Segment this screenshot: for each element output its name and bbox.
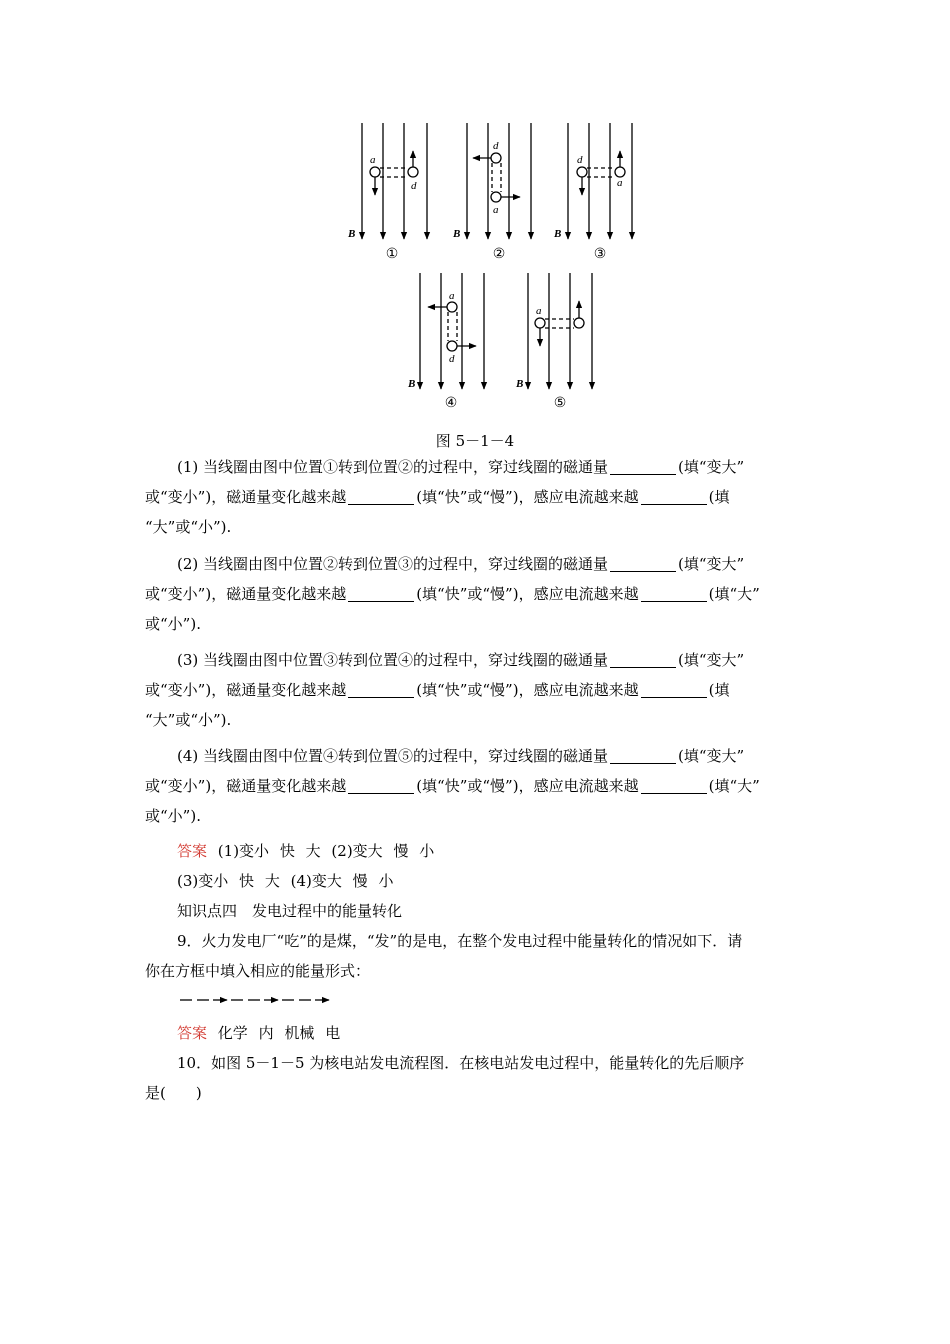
answer-blank[interactable] (641, 679, 707, 698)
answer-blank[interactable] (610, 745, 676, 764)
answer-blank[interactable] (348, 679, 414, 698)
field-label-1: B (348, 228, 356, 240)
energy-flow-blanks (180, 992, 330, 1011)
question-3: (3) 当线圈由图中位置③转到位置④的过程中，穿过线圈的磁通量 (填“变大” 或“变小”)，磁通量变化越来越 (填“快”或“慢”)，感应电流越来越 (填 “大”或“小”). (145, 651, 745, 729)
answer-blank[interactable] (641, 775, 707, 794)
label-a-2: a (493, 204, 499, 216)
label-d-3: d (577, 154, 583, 166)
field-label-5: B (516, 378, 524, 390)
answer-blank[interactable] (641, 486, 707, 505)
answer-blank[interactable] (610, 553, 676, 572)
label-d-2: d (493, 140, 499, 152)
answer-label: 答案 (177, 842, 208, 860)
label-a-3: a (617, 177, 623, 189)
panel-5 (528, 273, 592, 389)
answer-label: 答案 (177, 1024, 208, 1042)
question-2: (2) 当线圈由图中位置②转到位置③的过程中，穿过线圈的磁通量 (填“变大” 或“变小”)，磁通量变化越来越 (填“快”或“慢”)，感应电流越来越 (填“大” 或“小”). (145, 555, 760, 633)
question-9-line-2: 你在方框中填入相应的能量形式： (145, 962, 371, 980)
position-label-2: ② (492, 247, 506, 262)
panel-2 (467, 123, 531, 239)
section-heading: 知识点四 发电过程中的能量转化 (177, 902, 403, 920)
energy-flow-arrows (180, 993, 330, 1007)
panel-1 (362, 123, 427, 239)
answer-blank[interactable] (610, 456, 676, 475)
field-label-3: B (554, 228, 562, 240)
question-4: (4) 当线圈由图中位置④转到位置⑤的过程中，穿过线圈的磁通量 (填“变大” 或“变小”)，磁通量变化越来越 (填“快”或“慢”)，感应电流越来越 (填“大” 或“小”). (145, 747, 760, 825)
answer-blank[interactable] (610, 649, 676, 668)
answer-blank[interactable] (348, 775, 414, 794)
answer-blank[interactable] (348, 486, 414, 505)
answer-block-1: 答案 (1)变小 快 大 (2)变大 慢 小 (3)变小 快 大 (4)变大 慢 小 知识点四 发电过程中的能量转化 9．火力发电厂“吃”的是煤，“发”的是电，在整个发电过程中能量转化的情况如下．请 你在方框中填入相应的能量形式： (145, 836, 810, 986)
question-1: (1) 当线圈由图中位置①转到位置②的过程中，穿过线圈的磁通量 (填“变大” 或“变小”)，磁通量变化越来越 (填“快”或“慢”)，感应电流越来越 (填 “大”或“小”). (145, 458, 745, 536)
figure-5-1-4 (300, 115, 660, 415)
position-label-5: ⑤ (553, 396, 567, 411)
question-9-line-1: 9．火力发电厂“吃”的是煤，“发”的是电，在整个发电过程中能量转化的情况如下．请 (177, 932, 743, 950)
position-label-4: ④ (444, 396, 458, 411)
magnetic-field-coil-diagram (300, 115, 660, 415)
figure-caption: 图 5－1－4 (435, 432, 515, 450)
label-a-5: a (536, 305, 542, 317)
field-label-2: B (453, 228, 461, 240)
label-d-1: d (411, 180, 417, 192)
question-10-line-2: 是( ) (145, 1084, 202, 1102)
position-label-1: ① (385, 247, 399, 262)
field-label-4: B (408, 378, 416, 390)
label-a-4: a (449, 290, 455, 302)
label-a-1: a (370, 154, 376, 166)
question-10-line-1: 10．如图 5－1－5 为核电站发电流程图．在核电站发电过程中，能量转化的先后顺序 (177, 1054, 745, 1072)
label-d-4: d (449, 353, 455, 365)
position-label-3: ③ (593, 247, 607, 262)
answer-blank[interactable] (641, 583, 707, 602)
answer-blank[interactable] (348, 583, 414, 602)
answer-block-2: 答案 化学 内 机械 电 10．如图 5－1－5 为核电站发电流程图．在核电站发电过程中，能量转化的先后顺序 是( ) (145, 1018, 810, 1108)
